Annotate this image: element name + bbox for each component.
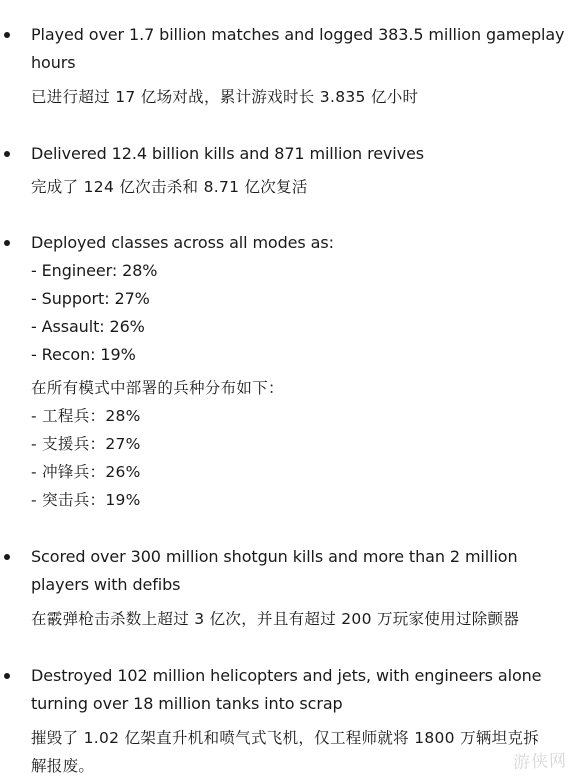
chinese-line: 解报废。 (31, 757, 95, 775)
english-line: Destroyed 102 million helicopters and jets, with engineers alone (31, 666, 542, 685)
bullet-icon (4, 554, 10, 560)
chinese-line: 在霰弹枪击杀数上超过 3 亿次，并且有超过 200 万玩家使用过除颤器 (31, 610, 520, 628)
chinese-line: - 支援兵：27% (31, 435, 141, 453)
english-line: Scored over 300 million shotgun kills and more than 2 million (31, 547, 518, 566)
chinese-line: - 冲锋兵：26% (31, 463, 141, 481)
english-line: hours (31, 53, 76, 72)
chinese-line: 完成了 124 亿次击杀和 8.71 亿次复活 (31, 178, 308, 196)
chinese-line: 摧毁了 1.02 亿架直升机和喷气式飞机，仅工程师就将 1800 万辆坦克拆 (31, 729, 540, 747)
chinese-line: - 工程兵：28% (31, 407, 141, 425)
bullet-icon (4, 32, 10, 38)
english-line: players with defibs (31, 575, 181, 594)
watermark-logo: 游侠网 (512, 751, 568, 773)
english-line: Played over 1.7 billion matches and logged 383.5 million gameplay (31, 25, 565, 44)
chinese-line: - 突击兵：19% (31, 491, 141, 509)
chinese-line: 已进行超过 17 亿场对战，累计游戏时长 3.835 亿小时 (31, 88, 419, 106)
english-line: - Engineer: 28% (31, 261, 158, 280)
chinese-line: 在所有模式中部署的兵种分布如下： (31, 379, 284, 397)
bullet-icon (4, 151, 10, 157)
english-line: Delivered 12.4 billion kills and 871 million revives (31, 144, 424, 163)
english-line: turning over 18 million tanks into scrap (31, 694, 343, 713)
bullet-icon (4, 240, 10, 246)
english-line: - Recon: 19% (31, 345, 136, 364)
bullet-icon (4, 673, 10, 679)
english-line: - Assault: 26% (31, 317, 145, 336)
english-line: - Support: 27% (31, 289, 150, 308)
english-line: Deployed classes across all modes as: (31, 233, 334, 252)
